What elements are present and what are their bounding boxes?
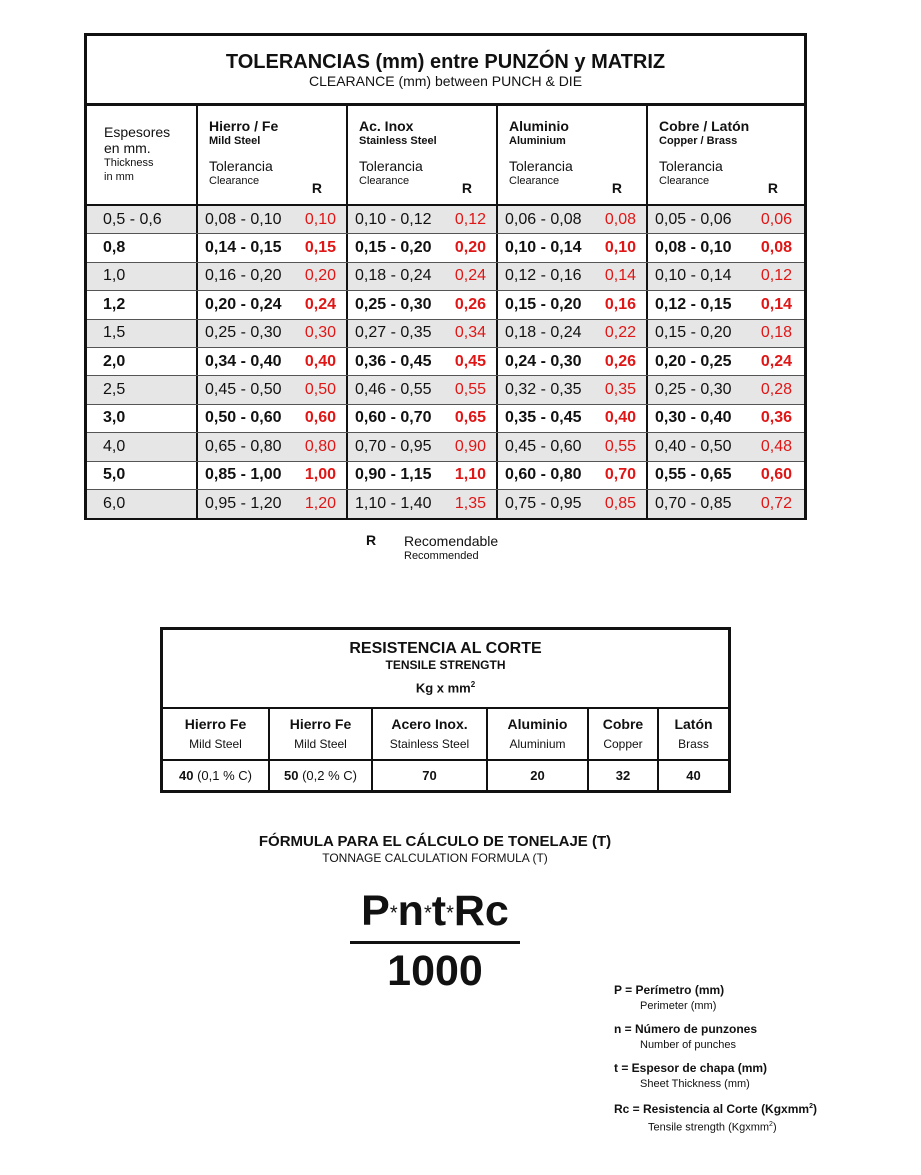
unit-superscript: 2 (470, 680, 476, 689)
tensile-material-name: Hierro Fe (184, 716, 247, 732)
tolerance-cell (348, 433, 498, 460)
formula-variable: n (397, 887, 424, 935)
tensile-value-cell (659, 761, 728, 790)
recommended-value: 1,10 (454, 466, 486, 484)
tolerance-cell (348, 462, 498, 489)
recommended-value: 0,10 (304, 210, 336, 228)
tensile-strength-header (163, 630, 728, 709)
tolerance-range: 0,36 - 0,45 (355, 352, 432, 370)
thickness-cell: 0,5 - 0,6 (87, 206, 198, 233)
tolerance-label: Tolerancia (659, 158, 723, 174)
tensile-material-name: Aluminio (507, 716, 568, 732)
tolerance-label: Tolerancia (509, 158, 573, 174)
tolerance-cell (498, 462, 648, 489)
tolerance-range: 0,10 - 0,14 (655, 267, 732, 285)
tolerance-cell (498, 206, 648, 233)
tolerance-cell (648, 206, 802, 233)
tolerance-range: 0,20 - 0,24 (205, 295, 282, 313)
multiply-operator: * (446, 902, 454, 925)
tolerance-range: 0,25 - 0,30 (205, 324, 282, 342)
table-row (87, 263, 804, 291)
tolerance-cell (198, 376, 348, 403)
formula-numerator (350, 885, 520, 940)
recommended-value: 0,24 (454, 267, 486, 285)
recommended-value: 0,15 (304, 239, 336, 257)
tolerance-cell (648, 376, 802, 403)
recommended-value: 0,60 (304, 409, 336, 427)
recommended-column-label: R (611, 180, 622, 196)
recommended-value: 0,12 (760, 267, 792, 285)
tensile-value-cell (270, 761, 373, 790)
tolerance-range: 0,05 - 0,06 (655, 210, 732, 228)
material-name: Ac. Inox (359, 118, 414, 134)
clearance-label: Clearance (359, 175, 410, 187)
definition-english (614, 1077, 817, 1091)
table-row (87, 291, 804, 319)
recommended-value: 0,34 (454, 324, 486, 342)
definition-english (614, 999, 817, 1013)
tensile-material-header (163, 709, 270, 759)
material-name: Cobre / Latón (659, 118, 750, 134)
recommended-value: 0,22 (604, 324, 636, 342)
recommended-value: 0,28 (760, 381, 792, 399)
material-name: Hierro / Fe (209, 118, 279, 134)
clearance-label: Clearance (659, 175, 710, 187)
tolerances-table (84, 33, 807, 520)
tensile-values-row (163, 761, 728, 790)
tolerance-range: 0,27 - 0,35 (355, 324, 432, 342)
tensile-material-name-en: Copper (603, 737, 643, 751)
tolerance-cell (348, 348, 498, 375)
tolerance-cell (198, 320, 348, 347)
tolerance-cell (498, 291, 648, 318)
tolerance-range: 0,45 - 0,60 (505, 437, 582, 455)
tensile-material-name-en: Mild Steel (189, 737, 242, 751)
tensile-material-name: Acero Inox. (391, 716, 468, 732)
tolerance-cell (198, 206, 348, 233)
tolerance-cell (198, 490, 348, 518)
formula-definitions (614, 981, 817, 1142)
tolerance-cell (198, 263, 348, 290)
table-row (87, 234, 804, 262)
material-name-en: Copper / Brass (659, 135, 738, 147)
tensile-value: 32 (615, 768, 631, 783)
tolerance-range: 0,15 - 0,20 (655, 324, 732, 342)
material-name-en: Mild Steel (209, 135, 261, 147)
table-row (87, 348, 804, 376)
tolerance-range: 0,18 - 0,24 (355, 267, 432, 285)
tolerance-range: 0,25 - 0,30 (655, 381, 732, 399)
tolerance-range: 0,15 - 0,20 (505, 295, 582, 313)
recommended-value: 0,08 (760, 239, 792, 257)
tensile-value: 70 (422, 768, 437, 783)
formula-heading (0, 833, 870, 865)
tensile-value-cell (488, 761, 589, 790)
tonnage-formula (350, 885, 520, 994)
multiply-operator: * (423, 902, 432, 925)
table-row (87, 490, 804, 518)
tolerance-label: Tolerancia (359, 158, 423, 174)
tensile-value: 50 (284, 768, 299, 783)
tensile-material-header (488, 709, 589, 759)
tolerance-range: 0,95 - 1,20 (205, 495, 282, 513)
tolerance-range: 0,50 - 0,60 (205, 409, 282, 427)
tensile-material-name-en: Brass (678, 737, 709, 751)
tolerance-range: 0,08 - 0,10 (655, 239, 732, 257)
tolerance-cell (498, 376, 648, 403)
formula-variable: Rc (453, 887, 509, 935)
tolerance-range: 0,40 - 0,50 (655, 437, 732, 455)
tolerance-range: 0,75 - 0,95 (505, 495, 582, 513)
recommended-column-label: R (311, 180, 322, 196)
tensile-note: (0,1 % C) (193, 768, 252, 783)
fraction-bar (350, 941, 520, 944)
recommended-value: 0,14 (604, 267, 636, 285)
recommended-value: 0,40 (304, 352, 336, 370)
tolerances-column-headers (87, 106, 804, 206)
definition-text: t = Espesor de chapa (mm) (614, 1061, 768, 1075)
recommended-value: 0,20 (304, 267, 336, 285)
tensile-value: 20 (530, 768, 545, 783)
tensile-material-header (270, 709, 373, 759)
definition-text: P = Perímetro (mm) (614, 983, 725, 997)
tensile-value-cell (589, 761, 659, 790)
material-column-header (648, 106, 802, 204)
table-row (87, 376, 804, 404)
tolerance-cell (348, 291, 498, 318)
thickness-label-en-2: in mm (104, 171, 134, 183)
recommended-value: 0,06 (760, 210, 792, 228)
recommended-value: 0,35 (604, 381, 636, 399)
thickness-cell: 1,5 (87, 320, 198, 347)
recommended-value: 1,00 (304, 466, 336, 484)
recommended-value: 0,48 (760, 437, 792, 455)
table-row (87, 433, 804, 461)
tolerance-range: 0,70 - 0,85 (655, 495, 732, 513)
tensile-material-name-en: Mild Steel (294, 737, 347, 751)
tensile-value: 40 (686, 768, 701, 783)
tolerance-cell (348, 490, 498, 518)
thickness-cell: 1,2 (87, 291, 198, 318)
legend-label: Recomendable (404, 533, 499, 549)
tolerance-range: 0,90 - 1,15 (355, 466, 432, 484)
definition-english (614, 1038, 817, 1052)
tolerance-cell (648, 263, 802, 290)
tolerance-range: 0,60 - 0,80 (505, 466, 582, 484)
thickness-cell: 2,0 (87, 348, 198, 375)
tolerance-range: 0,45 - 0,50 (205, 381, 282, 399)
unit-text: Kg x mm (415, 680, 471, 696)
tolerance-range: 0,65 - 0,80 (205, 437, 282, 455)
recommended-value: 0,10 (604, 239, 636, 257)
tolerance-cell (498, 348, 648, 375)
table-row (87, 462, 804, 490)
thickness-label-en-1: Thickness (104, 157, 154, 169)
tolerance-range: 0,10 - 0,12 (355, 210, 432, 228)
tolerances-body (87, 206, 804, 518)
tolerance-range: 0,15 - 0,20 (355, 239, 432, 257)
material-name-en: Aluminium (509, 135, 566, 147)
thickness-cell: 4,0 (87, 433, 198, 460)
tensile-material-header (589, 709, 659, 759)
tolerance-range: 0,12 - 0,15 (655, 295, 732, 313)
thickness-cell: 0,8 (87, 234, 198, 261)
clearance-label: Clearance (209, 175, 260, 187)
tolerance-cell (498, 490, 648, 518)
tolerance-cell (198, 348, 348, 375)
tolerance-cell (498, 433, 648, 460)
material-name-en: Stainless Steel (359, 135, 437, 147)
thickness-label-es-1: Espesores (104, 124, 171, 140)
recommended-value: 1,20 (304, 495, 336, 513)
tolerance-range: 0,18 - 0,24 (505, 324, 582, 342)
formula-title: FÓRMULA PARA EL CÁLCULO DE TONELAJE (T) (258, 833, 612, 850)
tolerance-cell (348, 263, 498, 290)
tensile-material-name: Cobre (602, 716, 644, 732)
recommended-column-label: R (767, 180, 778, 196)
formula-variable: P (361, 887, 390, 935)
tolerance-cell (498, 263, 648, 290)
formula-subtitle: TONNAGE CALCULATION FORMULA (T) (322, 851, 548, 865)
recommended-value: 0,50 (304, 381, 336, 399)
recommended-value: 0,55 (604, 437, 636, 455)
tolerance-range: 0,12 - 0,16 (505, 267, 582, 285)
tolerance-range: 0,35 - 0,45 (505, 409, 582, 427)
tensile-strength-title: RESISTENCIA AL CORTE (349, 640, 542, 657)
definition-term (614, 981, 817, 999)
tolerance-cell (648, 320, 802, 347)
formula-variable: t (431, 887, 447, 935)
tensile-material-name: Latón (674, 716, 713, 732)
definition-superscript: 2 (809, 1103, 813, 1110)
recommended-value: 0,12 (454, 210, 486, 228)
recommended-value: 0,65 (454, 409, 486, 427)
tolerance-cell (348, 376, 498, 403)
tensile-material-name: Hierro Fe (289, 716, 352, 732)
tolerance-cell (198, 405, 348, 432)
tolerance-cell (648, 462, 802, 489)
table-row (87, 405, 804, 433)
recommended-value: 0,85 (604, 495, 636, 513)
tolerance-cell (498, 405, 648, 432)
recommended-value: 0,90 (454, 437, 486, 455)
tolerance-cell (498, 320, 648, 347)
tolerance-range: 0,70 - 0,95 (355, 437, 432, 455)
tolerance-range: 0,60 - 0,70 (355, 409, 432, 427)
tolerance-cell (348, 320, 498, 347)
tensile-note: (0,2 % C) (298, 768, 357, 783)
tensile-material-name-en: Aluminium (509, 737, 566, 751)
tolerances-header (87, 36, 804, 106)
recommended-value: 0,26 (604, 352, 636, 370)
definition-term (614, 1059, 817, 1077)
tolerance-range: 0,06 - 0,08 (505, 210, 582, 228)
tolerance-cell (498, 234, 648, 261)
material-column-header (498, 106, 648, 204)
definition-english-text: Perimeter (mm) (640, 1000, 717, 1012)
legend-r-symbol: R (366, 532, 377, 548)
clearance-label: Clearance (509, 175, 560, 187)
tolerance-range: 0,16 - 0,20 (205, 267, 282, 285)
recommended-column-label: R (461, 180, 472, 196)
definition-english-text: Number of punches (640, 1039, 736, 1051)
tolerance-range: 0,46 - 0,55 (355, 381, 432, 399)
definition-english: Tensile strength (Kgxmm$^2$) (648, 1121, 777, 1134)
material-column-header (348, 106, 498, 204)
recommended-value: 0,08 (604, 210, 636, 228)
recommended-value: 0,14 (760, 295, 792, 313)
recommended-value: 0,55 (454, 381, 486, 399)
thickness-cell: 6,0 (87, 490, 198, 518)
recommended-value: 0,30 (304, 324, 336, 342)
tensile-materials-row (163, 709, 728, 761)
recommended-value: 0,24 (304, 295, 336, 313)
tolerance-range: 0,85 - 1,00 (205, 466, 282, 484)
recommended-value: 0,18 (760, 324, 792, 342)
tensile-strength-subtitle: TENSILE STRENGTH (385, 658, 506, 672)
tolerance-cell (198, 291, 348, 318)
table-row (87, 320, 804, 348)
tensile-value-cell (163, 761, 270, 790)
recommended-value: 0,26 (454, 295, 486, 313)
formula-denominator: 1000 (387, 946, 483, 995)
thickness-cell: 1,0 (87, 263, 198, 290)
tolerance-cell (348, 206, 498, 233)
tolerance-range: 0,32 - 0,35 (505, 381, 582, 399)
tolerance-range: 0,55 - 0,65 (655, 466, 732, 484)
tolerance-cell (648, 291, 802, 318)
thickness-cell: 2,5 (87, 376, 198, 403)
recommended-value: 0,60 (760, 466, 792, 484)
tolerance-range: 0,30 - 0,40 (655, 409, 732, 427)
tolerance-cell (648, 234, 802, 261)
definition-term: Rc = Resistencia al Corte (Kgxmm$^2$) (614, 1102, 817, 1116)
definition-superscript: 2 (769, 1121, 773, 1128)
tolerance-cell (198, 234, 348, 261)
thickness-cell: 5,0 (87, 462, 198, 489)
thickness-label-es-2: en mm. (104, 140, 151, 156)
tolerance-cell (648, 348, 802, 375)
tensile-material-name-en: Stainless Steel (389, 737, 470, 751)
thickness-column-header (87, 106, 198, 204)
tolerance-range: 0,20 - 0,25 (655, 352, 732, 370)
table-row (87, 206, 804, 234)
tolerance-cell (348, 234, 498, 261)
recommended-value: 0,45 (454, 352, 486, 370)
definition-text: Rc = Resistencia al Corte (Kgxmm (614, 1102, 810, 1116)
legend-label-en: Recommended (404, 550, 479, 562)
tolerances-title: TOLERANCIAS (mm) entre PUNZÓN y MATRIZ (225, 51, 666, 73)
material-column-header (198, 106, 348, 204)
tolerance-cell (648, 490, 802, 518)
recommended-value: 0,36 (760, 409, 792, 427)
tolerance-range: 0,34 - 0,40 (205, 352, 282, 370)
recommended-value: 0,70 (604, 466, 636, 484)
tolerance-label: Tolerancia (209, 158, 273, 174)
definition-text: n = Número de punzones (614, 1022, 758, 1036)
recommended-value: 1,35 (454, 495, 486, 513)
tolerance-range: 1,10 - 1,40 (355, 495, 432, 513)
tolerance-range: 0,24 - 0,30 (505, 352, 582, 370)
tolerance-cell (348, 405, 498, 432)
tolerance-range: 0,08 - 0,10 (205, 210, 282, 228)
tensile-material-header (659, 709, 728, 759)
tolerance-range: 0,10 - 0,14 (505, 239, 582, 257)
tolerance-range: 0,25 - 0,30 (355, 295, 432, 313)
material-name: Aluminio (509, 118, 569, 134)
tensile-value: 40 (179, 768, 194, 783)
recommended-value: 0,72 (760, 495, 792, 513)
recommended-value: 0,20 (454, 239, 486, 257)
multiply-operator: * (389, 902, 398, 925)
recommended-value: 0,16 (604, 295, 636, 313)
tensile-value-cell (373, 761, 488, 790)
tolerance-cell (198, 462, 348, 489)
tensile-material-header (373, 709, 488, 759)
recommended-value: 0,80 (304, 437, 336, 455)
recommended-value: 0,24 (760, 352, 792, 370)
tensile-strength-table (160, 627, 731, 793)
recommended-value: 0,40 (604, 409, 636, 427)
tolerances-subtitle: CLEARANCE (mm) between PUNCH & DIE (308, 73, 583, 89)
thickness-cell: 3,0 (87, 405, 198, 432)
tolerance-cell (648, 405, 802, 432)
tolerance-cell (648, 433, 802, 460)
tolerance-cell (198, 433, 348, 460)
definition-english-text: Sheet Thickness (mm) (640, 1078, 750, 1090)
tolerance-range: 0,14 - 0,15 (205, 239, 282, 257)
tensile-strength-unit (163, 680, 728, 695)
definition-english-text: Tensile strength (Kgxmm (648, 1121, 770, 1134)
definition-term (614, 1020, 817, 1038)
